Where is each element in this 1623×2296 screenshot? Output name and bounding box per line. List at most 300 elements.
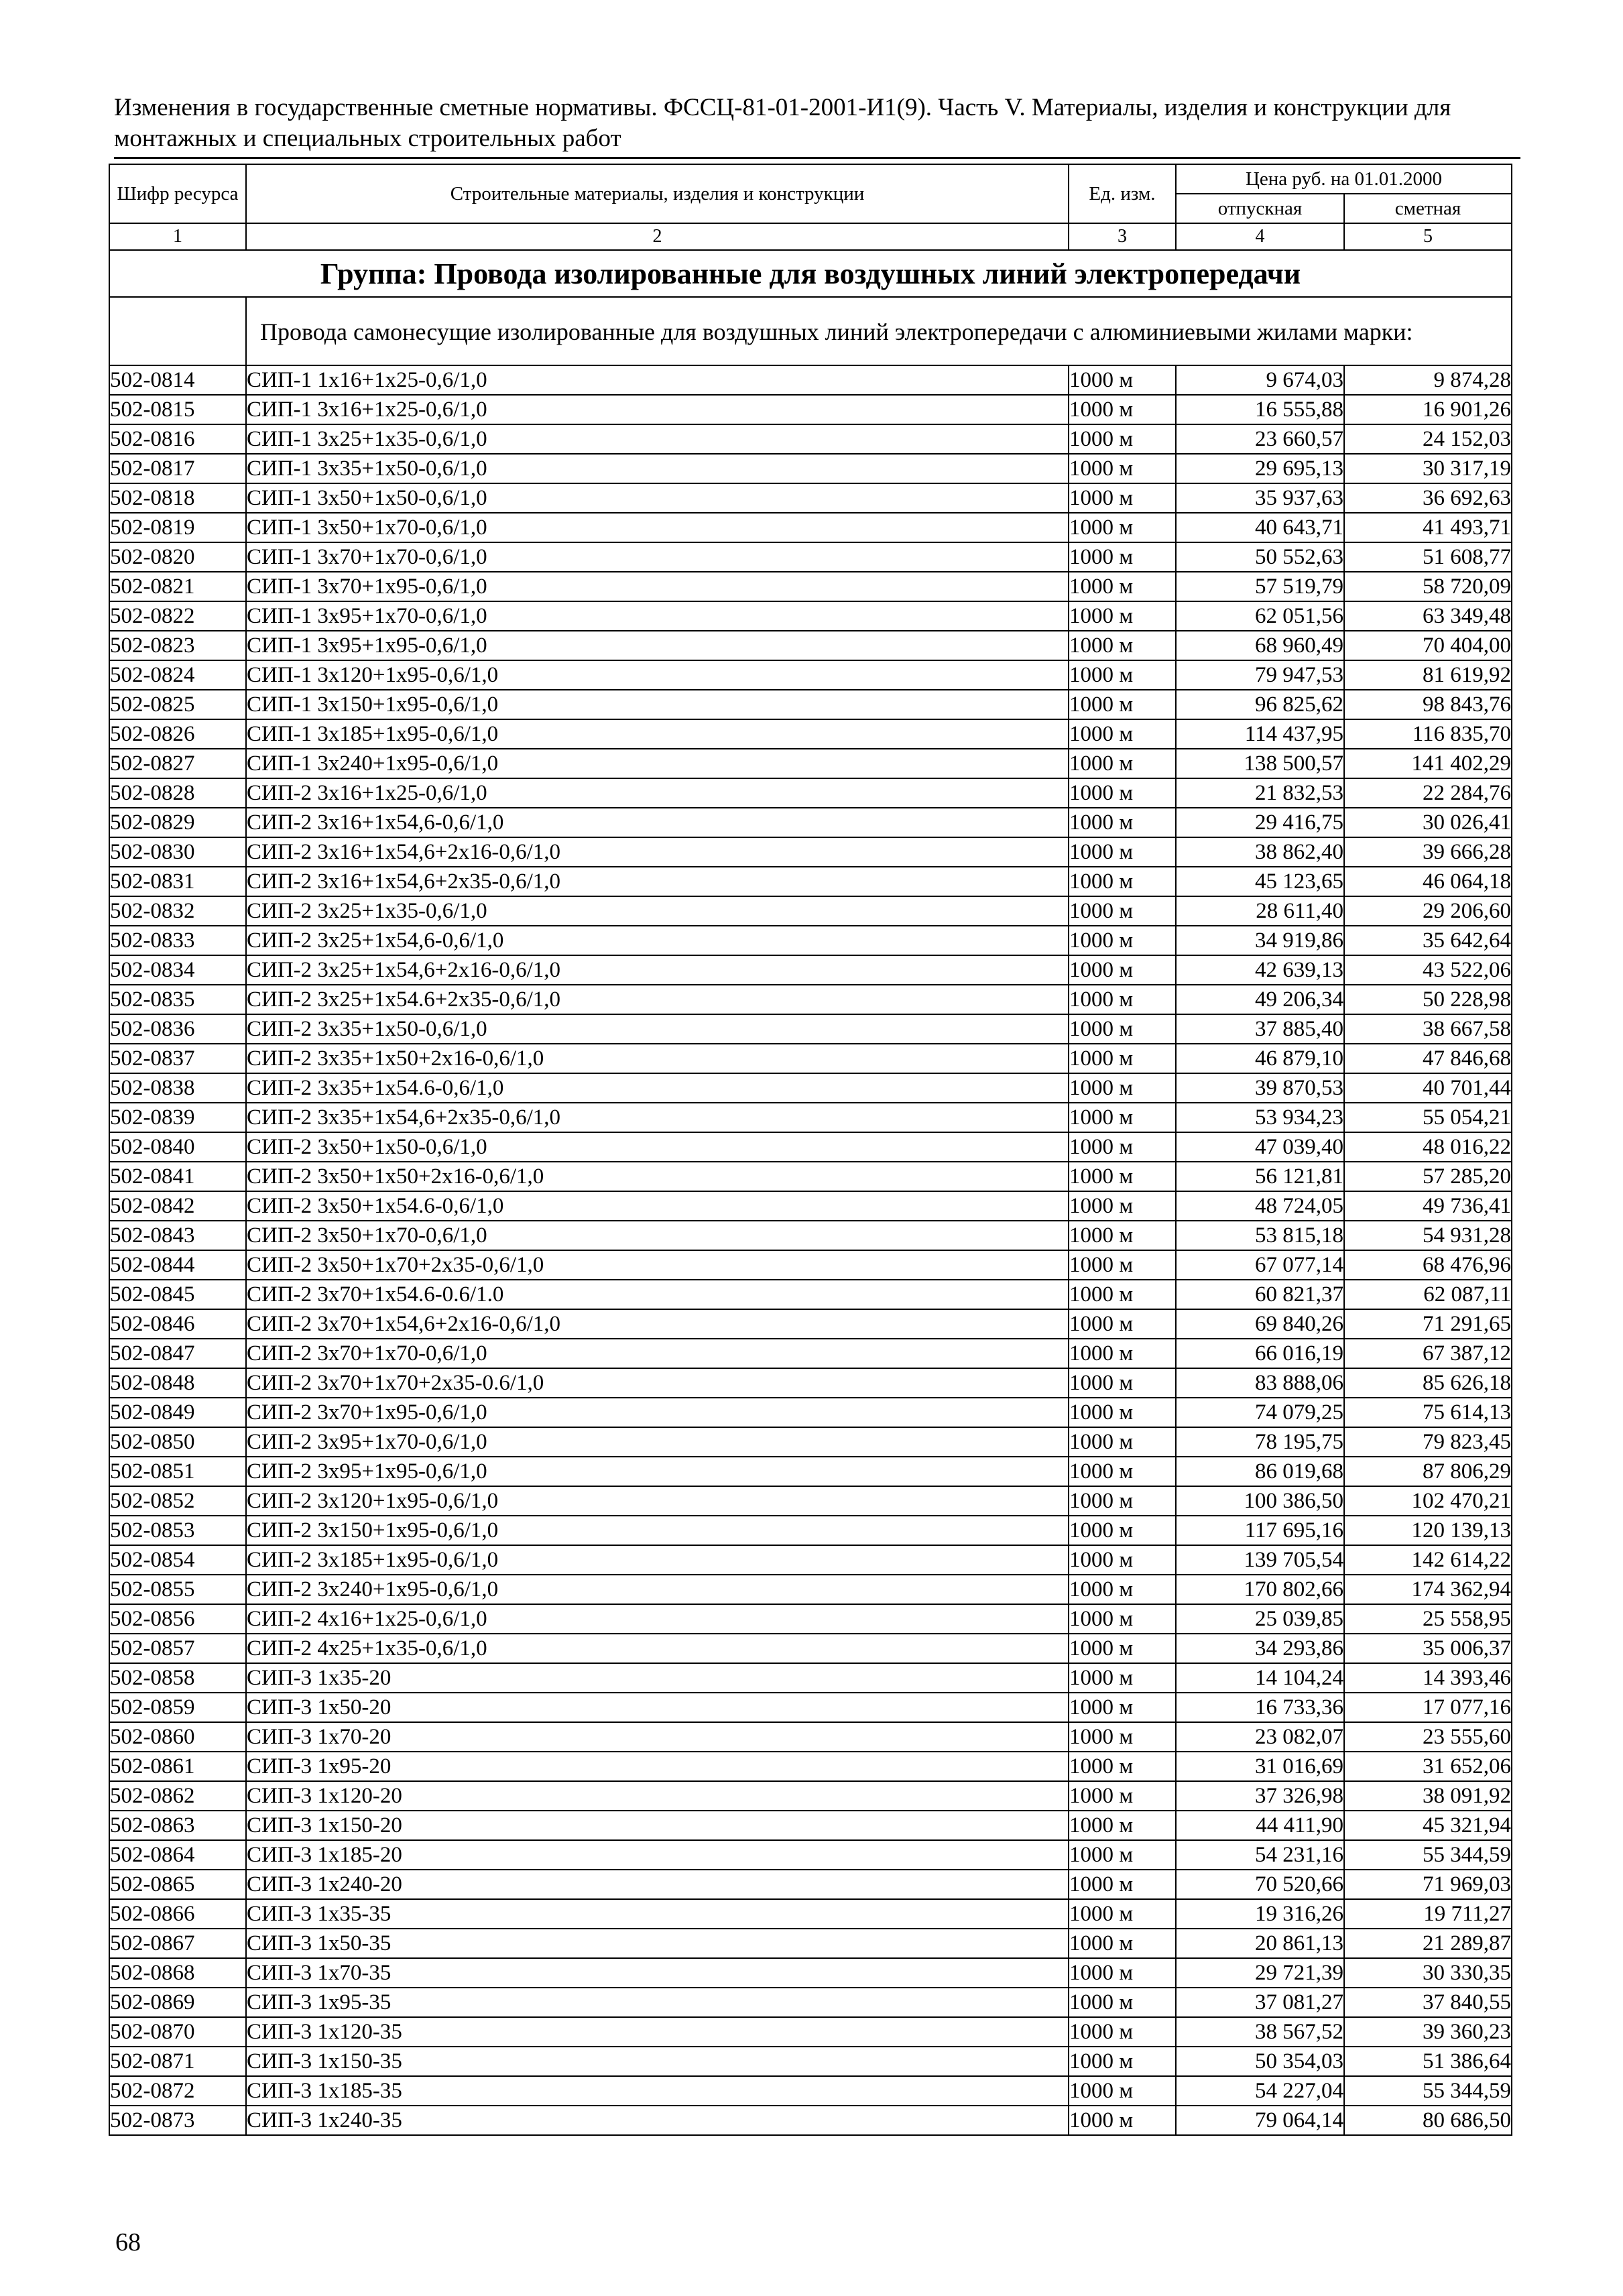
release-price: 49 206,34 bbox=[1176, 985, 1344, 1014]
unit-cell: 1000 м bbox=[1069, 1132, 1176, 1162]
unit-cell: 1000 м bbox=[1069, 1722, 1176, 1752]
estimate-price: 116 835,70 bbox=[1344, 719, 1512, 749]
estimate-price: 81 619,92 bbox=[1344, 660, 1512, 690]
release-price: 170 802,66 bbox=[1176, 1575, 1344, 1604]
release-price: 114 437,95 bbox=[1176, 719, 1344, 749]
material-name: СИП-2 4x25+1x35-0,6/1,0 bbox=[246, 1634, 1069, 1663]
unit-cell: 1000 м bbox=[1069, 1752, 1176, 1781]
table-row bbox=[109, 1634, 1512, 1663]
material-name: СИП-3 1x95-20 bbox=[246, 1752, 1069, 1781]
column-number: 3 bbox=[1069, 223, 1176, 250]
estimate-price: 25 558,95 bbox=[1344, 1604, 1512, 1634]
unit-cell: 1000 м bbox=[1069, 2017, 1176, 2047]
resource-code: 502-0819 bbox=[109, 513, 246, 542]
estimate-price: 80 686,50 bbox=[1344, 2106, 1512, 2135]
release-price: 66 016,19 bbox=[1176, 1339, 1344, 1368]
table-row bbox=[109, 749, 1512, 778]
estimate-price: 38 091,92 bbox=[1344, 1781, 1512, 1811]
resource-code: 502-0848 bbox=[109, 1368, 246, 1398]
resource-code: 502-0862 bbox=[109, 1781, 246, 1811]
intro-empty-cell bbox=[109, 297, 246, 365]
table-row bbox=[109, 1781, 1512, 1811]
page-number: 68 bbox=[115, 2228, 141, 2256]
estimate-price: 30 330,35 bbox=[1344, 1958, 1512, 1988]
release-price: 35 937,63 bbox=[1176, 483, 1344, 513]
unit-cell: 1000 м bbox=[1069, 1781, 1176, 1811]
unit-cell: 1000 м bbox=[1069, 1899, 1176, 1929]
estimate-price: 63 349,48 bbox=[1344, 601, 1512, 631]
material-name: СИП-2 3x150+1x95-0,6/1,0 bbox=[246, 1516, 1069, 1545]
resource-code: 502-0852 bbox=[109, 1486, 246, 1516]
release-price: 46 879,10 bbox=[1176, 1044, 1344, 1073]
table-body bbox=[109, 365, 1512, 2135]
group-title: Группа: Провода изолированные для воздушных линий электропередачи bbox=[109, 250, 1512, 297]
estimate-price: 54 931,28 bbox=[1344, 1221, 1512, 1250]
release-price: 60 821,37 bbox=[1176, 1280, 1344, 1309]
table-row bbox=[109, 1486, 1512, 1516]
table-row bbox=[109, 1604, 1512, 1634]
release-price: 39 870,53 bbox=[1176, 1073, 1344, 1103]
table-row bbox=[109, 1575, 1512, 1604]
estimate-price: 38 667,58 bbox=[1344, 1014, 1512, 1044]
unit-cell: 1000 м bbox=[1069, 1988, 1176, 2017]
unit-cell: 1000 м bbox=[1069, 1191, 1176, 1221]
release-price: 96 825,62 bbox=[1176, 690, 1344, 719]
resource-code: 502-0856 bbox=[109, 1604, 246, 1634]
material-name: СИП-1 3x95+1x95-0,6/1,0 bbox=[246, 631, 1069, 660]
material-name: СИП-3 1x150-20 bbox=[246, 1811, 1069, 1840]
estimate-price: 35 006,37 bbox=[1344, 1634, 1512, 1663]
release-price: 100 386,50 bbox=[1176, 1486, 1344, 1516]
estimate-price: 68 476,96 bbox=[1344, 1250, 1512, 1280]
resource-code: 502-0814 bbox=[109, 365, 246, 395]
release-price: 34 293,86 bbox=[1176, 1634, 1344, 1663]
release-price: 83 888,06 bbox=[1176, 1368, 1344, 1398]
column-header-name: Строительные материалы, изделия и конструкции bbox=[246, 164, 1069, 223]
resource-code: 502-0846 bbox=[109, 1309, 246, 1339]
resource-code: 502-0839 bbox=[109, 1103, 246, 1132]
table-row bbox=[109, 955, 1512, 985]
estimate-price: 57 285,20 bbox=[1344, 1162, 1512, 1191]
release-price: 54 227,04 bbox=[1176, 2076, 1344, 2106]
column-header-unit: Ед. изм. bbox=[1069, 164, 1176, 223]
estimate-price: 16 901,26 bbox=[1344, 395, 1512, 424]
estimate-price: 39 360,23 bbox=[1344, 2017, 1512, 2047]
column-number: 5 bbox=[1344, 223, 1512, 250]
material-name: СИП-3 1x120-20 bbox=[246, 1781, 1069, 1811]
unit-cell: 1000 м bbox=[1069, 719, 1176, 749]
table-row bbox=[109, 837, 1512, 867]
estimate-price: 55 344,59 bbox=[1344, 2076, 1512, 2106]
resource-code: 502-0834 bbox=[109, 955, 246, 985]
table-row bbox=[109, 985, 1512, 1014]
table-row bbox=[109, 1132, 1512, 1162]
unit-cell: 1000 м bbox=[1069, 867, 1176, 896]
release-price: 31 016,69 bbox=[1176, 1752, 1344, 1781]
intro-text: Провода самонесущие изолированные для воздушных линий электропередачи с алюминиевыми жилами марки: bbox=[246, 297, 1512, 365]
table-row bbox=[109, 1044, 1512, 1073]
estimate-price: 75 614,13 bbox=[1344, 1398, 1512, 1427]
release-price: 67 077,14 bbox=[1176, 1250, 1344, 1280]
release-price: 28 611,40 bbox=[1176, 896, 1344, 926]
unit-cell: 1000 м bbox=[1069, 1840, 1176, 1870]
release-price: 56 121,81 bbox=[1176, 1162, 1344, 1191]
resource-code: 502-0840 bbox=[109, 1132, 246, 1162]
resource-code: 502-0857 bbox=[109, 1634, 246, 1663]
estimate-price: 45 321,94 bbox=[1344, 1811, 1512, 1840]
unit-cell: 1000 м bbox=[1069, 542, 1176, 572]
estimate-price: 55 054,21 bbox=[1344, 1103, 1512, 1132]
release-price: 42 639,13 bbox=[1176, 955, 1344, 985]
unit-cell: 1000 м bbox=[1069, 749, 1176, 778]
material-name: СИП-2 3x185+1x95-0,6/1,0 bbox=[246, 1545, 1069, 1575]
estimate-price: 87 806,29 bbox=[1344, 1457, 1512, 1486]
unit-cell: 1000 м bbox=[1069, 1014, 1176, 1044]
table-row bbox=[109, 808, 1512, 837]
resource-code: 502-0820 bbox=[109, 542, 246, 572]
column-number: 1 bbox=[109, 223, 246, 250]
resource-code: 502-0827 bbox=[109, 749, 246, 778]
material-name: СИП-2 4x16+1x25-0,6/1,0 bbox=[246, 1604, 1069, 1634]
unit-cell: 1000 м bbox=[1069, 778, 1176, 808]
table-row bbox=[109, 1899, 1512, 1929]
resource-code: 502-0816 bbox=[109, 424, 246, 454]
estimate-price: 19 711,27 bbox=[1344, 1899, 1512, 1929]
resource-code: 502-0861 bbox=[109, 1752, 246, 1781]
material-name: СИП-1 3x50+1x70-0,6/1,0 bbox=[246, 513, 1069, 542]
table-row bbox=[109, 395, 1512, 424]
material-name: СИП-3 1x70-35 bbox=[246, 1958, 1069, 1988]
table-row bbox=[109, 1339, 1512, 1368]
resource-code: 502-0818 bbox=[109, 483, 246, 513]
unit-cell: 1000 м bbox=[1069, 1870, 1176, 1899]
unit-cell: 1000 м bbox=[1069, 2106, 1176, 2135]
table-row bbox=[109, 1309, 1512, 1339]
table-row bbox=[109, 926, 1512, 955]
unit-cell: 1000 м bbox=[1069, 660, 1176, 690]
resource-code: 502-0838 bbox=[109, 1073, 246, 1103]
unit-cell: 1000 м bbox=[1069, 424, 1176, 454]
material-name: СИП-2 3x50+1x70+2x35-0,6/1,0 bbox=[246, 1250, 1069, 1280]
column-header-estimate-price: сметная bbox=[1344, 194, 1512, 223]
material-name: СИП-2 3x35+1x50+2x16-0,6/1,0 bbox=[246, 1044, 1069, 1073]
table-row bbox=[109, 1103, 1512, 1132]
material-name: СИП-2 3x16+1x54,6+2x16-0,6/1,0 bbox=[246, 837, 1069, 867]
release-price: 29 416,75 bbox=[1176, 808, 1344, 837]
material-name: СИП-3 1x50-35 bbox=[246, 1929, 1069, 1958]
unit-cell: 1000 м bbox=[1069, 1309, 1176, 1339]
resource-code: 502-0841 bbox=[109, 1162, 246, 1191]
release-price: 40 643,71 bbox=[1176, 513, 1344, 542]
estimate-price: 67 387,12 bbox=[1344, 1339, 1512, 1368]
unit-cell: 1000 м bbox=[1069, 365, 1176, 395]
table-row bbox=[109, 1958, 1512, 1988]
release-price: 44 411,90 bbox=[1176, 1811, 1344, 1840]
resource-code: 502-0849 bbox=[109, 1398, 246, 1427]
unit-cell: 1000 м bbox=[1069, 1280, 1176, 1309]
material-name: СИП-2 3x16+1x54,6-0,6/1,0 bbox=[246, 808, 1069, 837]
table-row bbox=[109, 867, 1512, 896]
resource-code: 502-0855 bbox=[109, 1575, 246, 1604]
table-row bbox=[109, 719, 1512, 749]
material-name: СИП-2 3x25+1x35-0,6/1,0 bbox=[246, 896, 1069, 926]
estimate-price: 14 393,46 bbox=[1344, 1663, 1512, 1693]
estimate-price: 55 344,59 bbox=[1344, 1840, 1512, 1870]
release-price: 25 039,85 bbox=[1176, 1604, 1344, 1634]
material-name: СИП-1 3x35+1x50-0,6/1,0 bbox=[246, 454, 1069, 483]
estimate-price: 41 493,71 bbox=[1344, 513, 1512, 542]
table-row bbox=[109, 778, 1512, 808]
estimate-price: 29 206,60 bbox=[1344, 896, 1512, 926]
column-numbers-row bbox=[109, 223, 1512, 250]
table-row bbox=[109, 1663, 1512, 1693]
table-row bbox=[109, 2106, 1512, 2135]
column-header-release-price: отпускная bbox=[1176, 194, 1344, 223]
table-row bbox=[109, 1280, 1512, 1309]
estimate-price: 142 614,22 bbox=[1344, 1545, 1512, 1575]
unit-cell: 1000 м bbox=[1069, 1073, 1176, 1103]
unit-cell: 1000 м bbox=[1069, 572, 1176, 601]
resource-code: 502-0847 bbox=[109, 1339, 246, 1368]
estimate-price: 51 608,77 bbox=[1344, 542, 1512, 572]
column-number: 2 bbox=[246, 223, 1069, 250]
estimate-price: 22 284,76 bbox=[1344, 778, 1512, 808]
resource-code: 502-0835 bbox=[109, 985, 246, 1014]
estimate-price: 46 064,18 bbox=[1344, 867, 1512, 896]
release-price: 34 919,86 bbox=[1176, 926, 1344, 955]
unit-cell: 1000 м bbox=[1069, 955, 1176, 985]
release-price: 54 231,16 bbox=[1176, 1840, 1344, 1870]
resource-code: 502-0850 bbox=[109, 1427, 246, 1457]
material-name: СИП-3 1x240-20 bbox=[246, 1870, 1069, 1899]
material-name: СИП-1 3x70+1x70-0,6/1,0 bbox=[246, 542, 1069, 572]
material-name: СИП-1 3x50+1x50-0,6/1,0 bbox=[246, 483, 1069, 513]
table-row bbox=[109, 542, 1512, 572]
material-name: СИП-2 3x25+1x54,6+2x16-0,6/1,0 bbox=[246, 955, 1069, 985]
unit-cell: 1000 м bbox=[1069, 896, 1176, 926]
release-price: 78 195,75 bbox=[1176, 1427, 1344, 1457]
material-name: СИП-3 1x70-20 bbox=[246, 1722, 1069, 1752]
table-row bbox=[109, 1929, 1512, 1958]
unit-cell: 1000 м bbox=[1069, 1103, 1176, 1132]
estimate-price: 85 626,18 bbox=[1344, 1368, 1512, 1398]
estimate-price: 48 016,22 bbox=[1344, 1132, 1512, 1162]
release-price: 37 326,98 bbox=[1176, 1781, 1344, 1811]
release-price: 62 051,56 bbox=[1176, 601, 1344, 631]
material-name: СИП-1 3x70+1x95-0,6/1,0 bbox=[246, 572, 1069, 601]
table-row bbox=[109, 1368, 1512, 1398]
estimate-price: 30 026,41 bbox=[1344, 808, 1512, 837]
release-price: 9 674,03 bbox=[1176, 365, 1344, 395]
release-price: 70 520,66 bbox=[1176, 1870, 1344, 1899]
release-price: 50 354,03 bbox=[1176, 2047, 1344, 2076]
estimate-price: 102 470,21 bbox=[1344, 1486, 1512, 1516]
unit-cell: 1000 м bbox=[1069, 2047, 1176, 2076]
resource-code: 502-0860 bbox=[109, 1722, 246, 1752]
column-header-code: Шифр ресурса bbox=[109, 164, 246, 223]
estimate-price: 71 291,65 bbox=[1344, 1309, 1512, 1339]
release-price: 21 832,53 bbox=[1176, 778, 1344, 808]
material-name: СИП-1 3x185+1x95-0,6/1,0 bbox=[246, 719, 1069, 749]
resource-code: 502-0868 bbox=[109, 1958, 246, 1988]
release-price: 37 081,27 bbox=[1176, 1988, 1344, 2017]
resource-code: 502-0872 bbox=[109, 2076, 246, 2106]
material-name: СИП-3 1x120-35 bbox=[246, 2017, 1069, 2047]
material-name: СИП-2 3x25+1x54,6-0,6/1,0 bbox=[246, 926, 1069, 955]
material-name: СИП-2 3x50+1x50+2x16-0,6/1,0 bbox=[246, 1162, 1069, 1191]
release-price: 139 705,54 bbox=[1176, 1545, 1344, 1575]
resource-code: 502-0825 bbox=[109, 690, 246, 719]
material-name: СИП-1 1x16+1x25-0,6/1,0 bbox=[246, 365, 1069, 395]
unit-cell: 1000 м bbox=[1069, 1486, 1176, 1516]
unit-cell: 1000 м bbox=[1069, 1604, 1176, 1634]
material-name: СИП-2 3x95+1x70-0,6/1,0 bbox=[246, 1427, 1069, 1457]
unit-cell: 1000 м bbox=[1069, 1250, 1176, 1280]
estimate-price: 23 555,60 bbox=[1344, 1722, 1512, 1752]
unit-cell: 1000 м bbox=[1069, 601, 1176, 631]
material-name: СИП-2 3x120+1x95-0,6/1,0 bbox=[246, 1486, 1069, 1516]
resource-code: 502-0866 bbox=[109, 1899, 246, 1929]
table-row bbox=[109, 454, 1512, 483]
release-price: 138 500,57 bbox=[1176, 749, 1344, 778]
release-price: 23 082,07 bbox=[1176, 1722, 1344, 1752]
resource-code: 502-0837 bbox=[109, 1044, 246, 1073]
resource-code: 502-0863 bbox=[109, 1811, 246, 1840]
unit-cell: 1000 м bbox=[1069, 1811, 1176, 1840]
table-row bbox=[109, 1722, 1512, 1752]
estimate-price: 47 846,68 bbox=[1344, 1044, 1512, 1073]
material-name: СИП-3 1x185-35 bbox=[246, 2076, 1069, 2106]
material-name: СИП-2 3x70+1x95-0,6/1,0 bbox=[246, 1398, 1069, 1427]
release-price: 68 960,49 bbox=[1176, 631, 1344, 660]
estimate-price: 40 701,44 bbox=[1344, 1073, 1512, 1103]
material-name: СИП-2 3x70+1x70+2x35-0.6/1,0 bbox=[246, 1368, 1069, 1398]
table-row bbox=[109, 631, 1512, 660]
unit-cell: 1000 м bbox=[1069, 1545, 1176, 1575]
release-price: 16 733,36 bbox=[1176, 1693, 1344, 1722]
material-name: СИП-2 3x95+1x95-0,6/1,0 bbox=[246, 1457, 1069, 1486]
material-name: СИП-3 1x150-35 bbox=[246, 2047, 1069, 2076]
unit-cell: 1000 м bbox=[1069, 1427, 1176, 1457]
header-divider bbox=[114, 157, 1520, 159]
release-price: 16 555,88 bbox=[1176, 395, 1344, 424]
table-row bbox=[109, 1014, 1512, 1044]
resource-code: 502-0854 bbox=[109, 1545, 246, 1575]
estimate-price: 37 840,55 bbox=[1344, 1988, 1512, 2017]
material-name: СИП-3 1x35-20 bbox=[246, 1663, 1069, 1693]
resource-code: 502-0851 bbox=[109, 1457, 246, 1486]
resource-code: 502-0865 bbox=[109, 1870, 246, 1899]
estimate-price: 9 874,28 bbox=[1344, 365, 1512, 395]
release-price: 37 885,40 bbox=[1176, 1014, 1344, 1044]
unit-cell: 1000 м bbox=[1069, 1162, 1176, 1191]
material-name: СИП-2 3x50+1x50-0,6/1,0 bbox=[246, 1132, 1069, 1162]
table-row bbox=[109, 1870, 1512, 1899]
table-row bbox=[109, 365, 1512, 395]
material-name: СИП-3 1x35-35 bbox=[246, 1899, 1069, 1929]
table-row bbox=[109, 1073, 1512, 1103]
release-price: 20 861,13 bbox=[1176, 1929, 1344, 1958]
material-name: СИП-1 3x95+1x70-0,6/1,0 bbox=[246, 601, 1069, 631]
unit-cell: 1000 м bbox=[1069, 483, 1176, 513]
release-price: 69 840,26 bbox=[1176, 1309, 1344, 1339]
resource-code: 502-0842 bbox=[109, 1191, 246, 1221]
release-price: 23 660,57 bbox=[1176, 424, 1344, 454]
estimate-price: 120 139,13 bbox=[1344, 1516, 1512, 1545]
material-name: СИП-3 1x240-35 bbox=[246, 2106, 1069, 2135]
table-row bbox=[109, 2017, 1512, 2047]
resource-code: 502-0836 bbox=[109, 1014, 246, 1044]
table-row bbox=[109, 1162, 1512, 1191]
resource-code: 502-0833 bbox=[109, 926, 246, 955]
document-header: Изменения в государственные сметные нормативы. ФССЦ-81-01-2001-И1(9). Часть V. Материалы, изделия и конструкции для монтажных и специальных строительных работ bbox=[114, 94, 1451, 152]
resource-code: 502-0873 bbox=[109, 2106, 246, 2135]
table-row bbox=[109, 1752, 1512, 1781]
material-name: СИП-3 1x185-20 bbox=[246, 1840, 1069, 1870]
resource-code: 502-0870 bbox=[109, 2017, 246, 2047]
table-row bbox=[109, 1221, 1512, 1250]
estimate-price: 58 720,09 bbox=[1344, 572, 1512, 601]
unit-cell: 1000 м bbox=[1069, 837, 1176, 867]
resource-code: 502-0823 bbox=[109, 631, 246, 660]
column-number: 4 bbox=[1176, 223, 1344, 250]
unit-cell: 1000 м bbox=[1069, 513, 1176, 542]
unit-cell: 1000 м bbox=[1069, 1634, 1176, 1663]
material-name: СИП-3 1x50-20 bbox=[246, 1693, 1069, 1722]
material-name: СИП-1 3x120+1x95-0,6/1,0 bbox=[246, 660, 1069, 690]
release-price: 38 862,40 bbox=[1176, 837, 1344, 867]
release-price: 50 552,63 bbox=[1176, 542, 1344, 572]
material-name: СИП-2 3x35+1x54,6+2x35-0,6/1,0 bbox=[246, 1103, 1069, 1132]
release-price: 48 724,05 bbox=[1176, 1191, 1344, 1221]
resource-code: 502-0869 bbox=[109, 1988, 246, 2017]
release-price: 53 815,18 bbox=[1176, 1221, 1344, 1250]
resource-code: 502-0828 bbox=[109, 778, 246, 808]
table-row bbox=[109, 601, 1512, 631]
group-row bbox=[109, 250, 1512, 297]
unit-cell: 1000 м bbox=[1069, 1368, 1176, 1398]
estimate-price: 98 843,76 bbox=[1344, 690, 1512, 719]
estimate-price: 43 522,06 bbox=[1344, 955, 1512, 985]
table-row bbox=[109, 1840, 1512, 1870]
material-name: СИП-2 3x240+1x95-0,6/1,0 bbox=[246, 1575, 1069, 1604]
table-row bbox=[109, 1250, 1512, 1280]
table-row bbox=[109, 1988, 1512, 2017]
material-name: СИП-2 3x35+1x54.6-0,6/1,0 bbox=[246, 1073, 1069, 1103]
table-row bbox=[109, 896, 1512, 926]
release-price: 57 519,79 bbox=[1176, 572, 1344, 601]
material-name: СИП-1 3x25+1x35-0,6/1,0 bbox=[246, 424, 1069, 454]
table-row bbox=[109, 1457, 1512, 1486]
table-row bbox=[109, 1693, 1512, 1722]
unit-cell: 1000 м bbox=[1069, 808, 1176, 837]
resource-code: 502-0853 bbox=[109, 1516, 246, 1545]
table-row bbox=[109, 1427, 1512, 1457]
material-name: СИП-3 1x95-35 bbox=[246, 1988, 1069, 2017]
estimate-price: 141 402,29 bbox=[1344, 749, 1512, 778]
estimate-price: 24 152,03 bbox=[1344, 424, 1512, 454]
estimate-price: 49 736,41 bbox=[1344, 1191, 1512, 1221]
resource-code: 502-0824 bbox=[109, 660, 246, 690]
intro-row bbox=[109, 297, 1512, 365]
resource-code: 502-0844 bbox=[109, 1250, 246, 1280]
unit-cell: 1000 м bbox=[1069, 1663, 1176, 1693]
unit-cell: 1000 м bbox=[1069, 1958, 1176, 1988]
table-row bbox=[109, 1398, 1512, 1427]
unit-cell: 1000 м bbox=[1069, 985, 1176, 1014]
table-row bbox=[109, 1191, 1512, 1221]
resource-code: 502-0821 bbox=[109, 572, 246, 601]
